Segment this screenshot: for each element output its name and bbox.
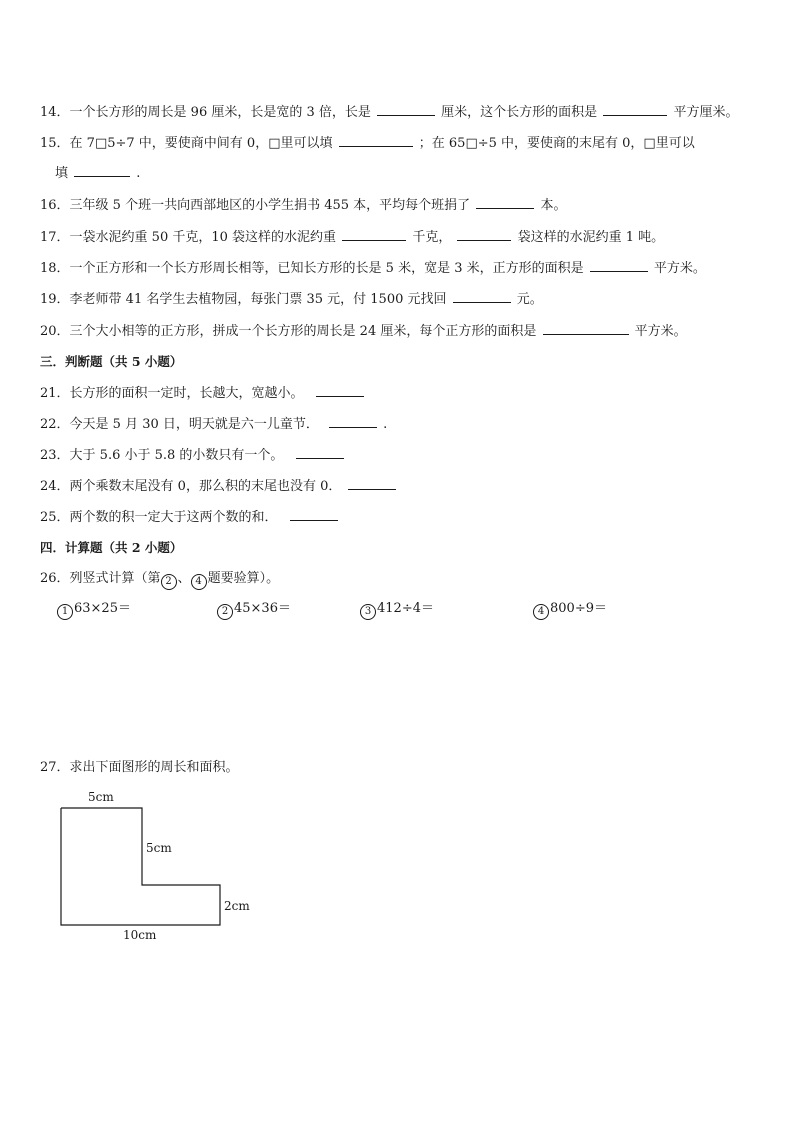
q15-blank-1[interactable] <box>339 134 413 147</box>
calc-item-4 <box>533 600 607 620</box>
q26-circled-number-1: 2 <box>161 574 177 590</box>
q20-text-2: 平方米。 <box>634 324 687 339</box>
calc-number-2: 2 <box>217 604 233 620</box>
q14-blank-1[interactable] <box>377 103 435 116</box>
question-18 <box>40 259 706 278</box>
q20-blank[interactable] <box>543 322 629 335</box>
question-23 <box>40 446 346 465</box>
q16-blank[interactable] <box>476 196 534 209</box>
q19-text-1: 19．李老师带 41 名学生去植物园，每张门票 35 元，付 1500 元找回 <box>40 292 447 307</box>
section-4-heading: 四．计算题（共 2 小题） <box>40 540 183 555</box>
q18-text-2: 平方米。 <box>653 261 706 276</box>
question-22 <box>40 415 387 434</box>
q17-blank-2[interactable] <box>457 228 511 241</box>
q18-blank[interactable] <box>590 259 648 272</box>
q17-blank-1[interactable] <box>342 228 406 241</box>
figure-label-right: 2cm <box>224 899 250 913</box>
calc-number-3: 3 <box>360 604 376 620</box>
l-shape-outline <box>61 808 220 925</box>
calc-number-1: 1 <box>57 604 73 620</box>
q21-text: 21．长方形的面积一定时，长越大，宽越小。 <box>40 386 304 401</box>
q16-text-2: 本。 <box>540 198 567 213</box>
q25-blank[interactable] <box>290 508 338 521</box>
calc-expression-2: 45×36＝ <box>234 601 291 616</box>
question-15-continued <box>55 164 140 183</box>
q17-text-3: 袋这样的水泥约重 1 吨。 <box>517 230 665 245</box>
q26-text-1: 26．列竖式计算（第 <box>40 571 161 586</box>
question-16 <box>40 196 566 215</box>
calc-item-1 <box>57 600 131 620</box>
q15-text-2: ；在 65□÷5 中，要使商的末尾有 0，□里可以 <box>418 136 695 151</box>
question-19 <box>40 290 543 309</box>
figure-label-bottom: 10cm <box>123 928 157 942</box>
question-20 <box>40 322 687 341</box>
q19-text-2: 元。 <box>516 292 543 307</box>
question-17 <box>40 228 664 247</box>
section-3-heading: 三．判断题（共 5 小题） <box>40 354 183 369</box>
q22-text: 22．今天是 5 月 30 日，明天就是六一儿童节． <box>40 417 319 432</box>
q25-text: 25．两个数的积一定大于这两个数的和． <box>40 510 278 525</box>
q24-text: 24．两个乘数末尾没有 0，那么积的末尾也没有 0． <box>40 479 342 494</box>
q21-blank[interactable] <box>316 384 364 397</box>
q19-blank[interactable] <box>453 290 511 303</box>
q15-blank-2[interactable] <box>74 164 130 177</box>
question-15 <box>40 134 695 153</box>
q15-text-1: 15．在 7□5÷7 中，要使商中间有 0，□里可以填 <box>40 136 333 151</box>
figure-label-top: 5cm <box>88 790 114 804</box>
q26-separator: 、 <box>177 571 191 586</box>
figure-label-middle: 5cm <box>146 841 172 855</box>
q22-blank[interactable] <box>329 415 377 428</box>
q22-end: . <box>383 417 388 432</box>
question-24 <box>40 477 398 496</box>
q15-cont-text: 填 <box>55 166 69 181</box>
q14-text-3: 平方厘米。 <box>673 105 739 120</box>
q18-text-1: 18．一个正方形和一个长方形周长相等，已知长方形的长是 5 米，宽是 3 米，正方形的面积是 <box>40 261 584 276</box>
question-27 <box>40 759 239 777</box>
calc-expression-3: 412÷4＝ <box>377 601 434 616</box>
question-14 <box>40 103 738 122</box>
q15-end: . <box>136 166 141 181</box>
q14-blank-2[interactable] <box>603 103 667 116</box>
q27-text: 27．求出下面图形的周长和面积。 <box>40 760 239 775</box>
q14-text-2: 厘米，这个长方形的面积是 <box>441 105 598 120</box>
question-26 <box>40 570 279 590</box>
q16-text-1: 16．三年级 5 个班一共向西部地区的小学生捐书 455 本，平均每个班捐了 <box>40 198 471 213</box>
q26-circled-number-2: 4 <box>191 574 207 590</box>
q17-text-1: 17．一袋水泥约重 50 千克，10 袋这样的水泥约重 <box>40 230 337 245</box>
q23-text: 23．大于 5.6 小于 5.8 的小数只有一个。 <box>40 448 284 463</box>
question-25 <box>40 508 340 527</box>
calc-expression-1: 63×25＝ <box>74 601 131 616</box>
q14-text-1: 14．一个长方形的周长是 96 厘米，长是宽的 3 倍，长是 <box>40 105 371 120</box>
q20-text-1: 20．三个大小相等的正方形，拼成一个长方形的周长是 24 厘米，每个正方形的面积是 <box>40 324 537 339</box>
calc-number-4: 4 <box>533 604 549 620</box>
q23-blank[interactable] <box>296 446 344 459</box>
q24-blank[interactable] <box>348 477 396 490</box>
q26-text-2: 题要验算）。 <box>207 571 280 586</box>
q17-text-2: 千克， <box>412 230 452 245</box>
question-21 <box>40 384 366 403</box>
calc-item-3 <box>360 600 434 620</box>
calc-expression-4: 800÷9＝ <box>550 601 607 616</box>
calc-item-2 <box>217 600 291 620</box>
